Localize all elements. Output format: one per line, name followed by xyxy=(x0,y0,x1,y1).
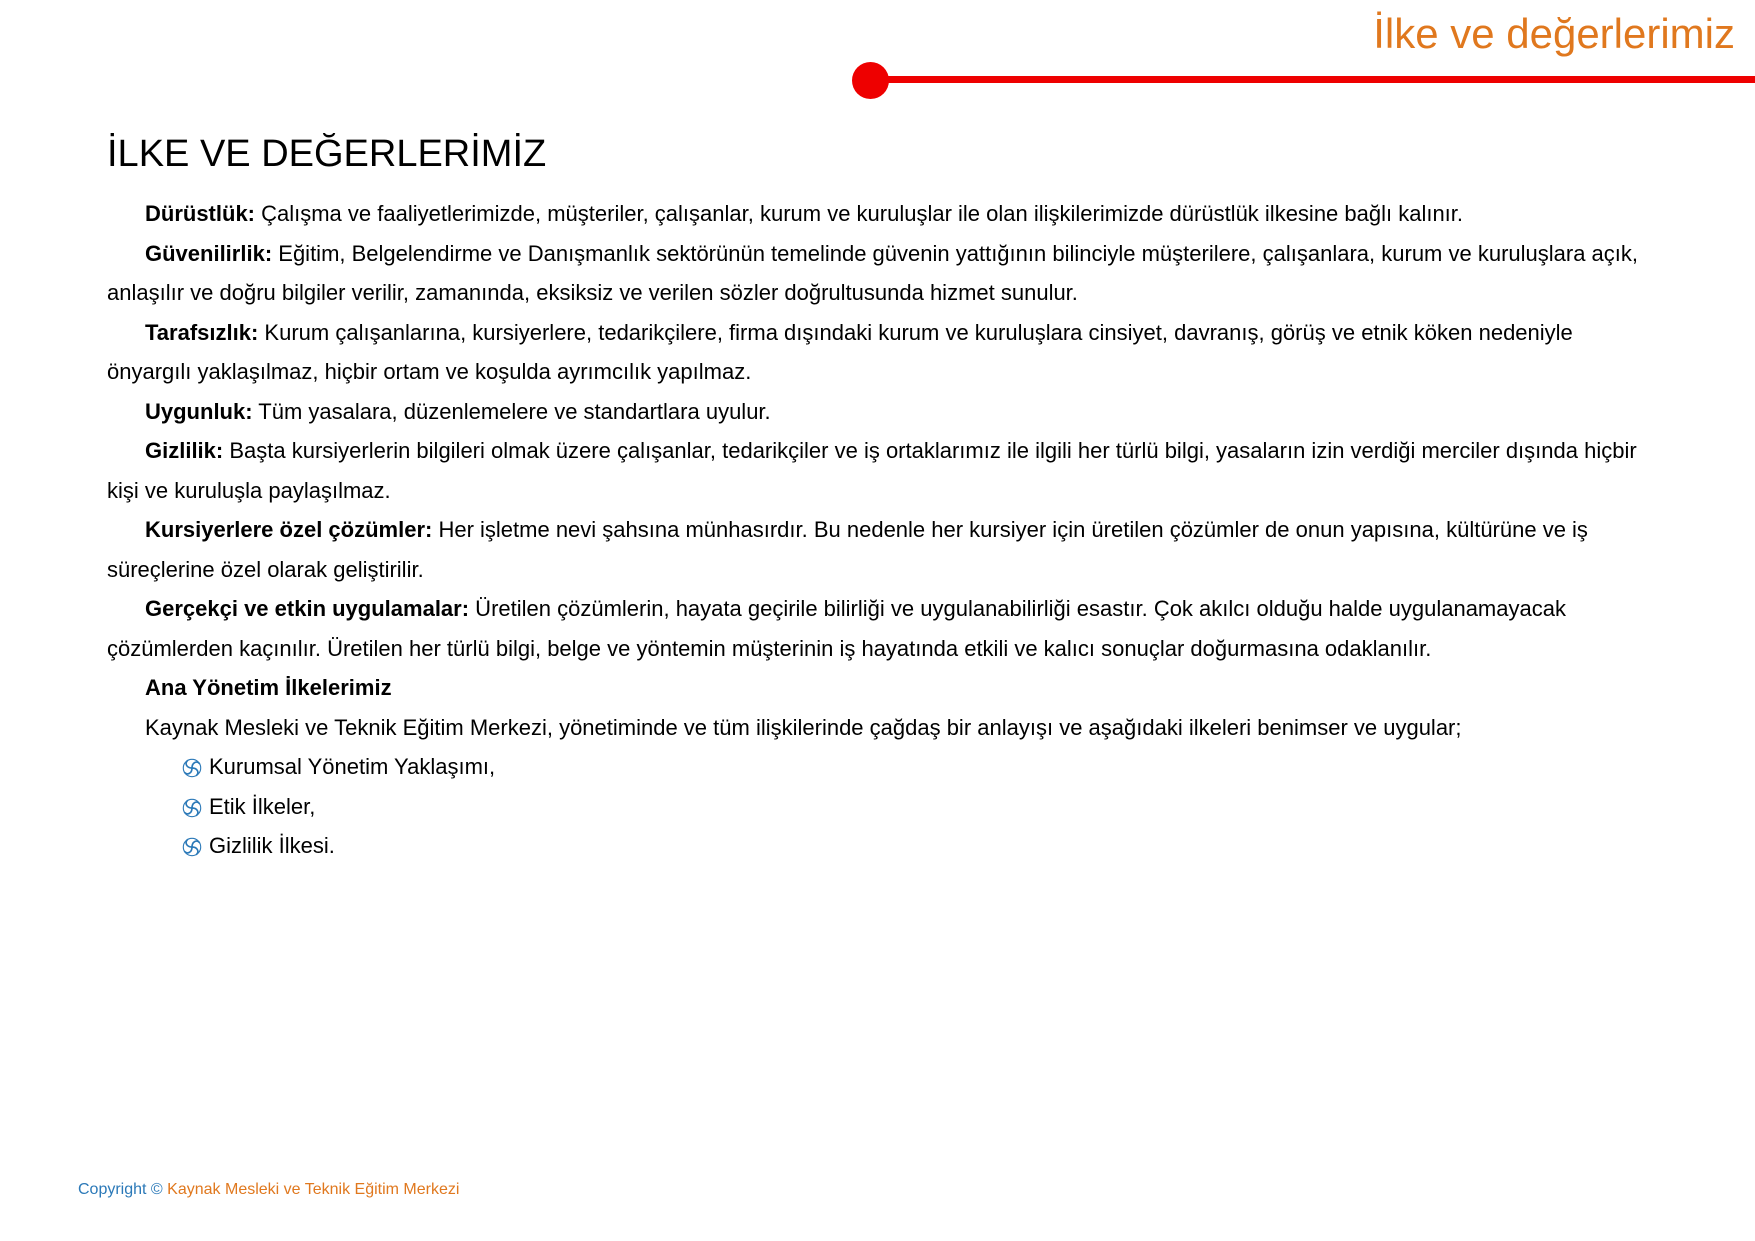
value-paragraph-realistic-practices xyxy=(107,589,1662,668)
list-item xyxy=(181,747,1662,787)
header-rule xyxy=(870,76,1755,83)
management-intro: Kaynak Mesleki ve Teknik Eğitim Merkezi, yönetiminde ve tüm ilişkilerinde çağdaş bir anlayışı ve aşağıdaki ilkeleri benimser ve uygular; xyxy=(145,714,1462,740)
value-term: Güvenilirlik: xyxy=(145,240,273,266)
value-paragraph-impartiality xyxy=(107,313,1662,392)
value-text: Çalışma ve faaliyetlerimizde, müşteriler, çalışanlar, kurum ve kuruluşlar ile olan ilişkilerimizde dürüstlük ilkesine bağlı kalınır. xyxy=(255,201,1464,226)
value-text: Eğitim, Belgelendirme ve Danışmanlık sektörünün temelinde güvenin yattığının bilinciyle müşterilere, çalışanlara, kurum ve kuruluşlara açık, anlaşılır ve doğru bilgiler verilir, zamanında, eksiksiz ve verilen sözler doğrultusunda hizmet sunulur. xyxy=(107,240,1639,305)
swirl-bullet-icon xyxy=(181,757,203,779)
swirl-bullet-icon xyxy=(181,797,203,819)
page-heading: İLKE VE DEĞERLERİMİZ xyxy=(107,133,547,175)
list-item-text: Gizlilik İlkesi. xyxy=(209,833,335,858)
value-term: Kursiyerlere özel çözümler: xyxy=(145,517,433,542)
header-title: İlke ve değerlerimiz xyxy=(1373,10,1735,57)
value-paragraph-compliance xyxy=(107,392,1662,432)
value-paragraph-custom-solutions xyxy=(107,510,1662,589)
content-body xyxy=(107,194,1662,866)
value-text: Başta kursiyerlerin bilgileri olmak üzere çalışanlar, tedarikçiler ve iş ortaklarımız ile ilgili her türlü bilgi, yasaların izin verdiği merciler dışında hiçbir kişi ve kuruluşla paylaşılmaz. xyxy=(107,438,1637,503)
management-heading: Ana Yönetim İlkelerimiz xyxy=(145,675,392,700)
value-text: Üretilen çözümlerin, hayata geçirile bilirliği ve uygulanabilirliği esastır. Çok akılcı olduğu halde uygulanamayacak çözümlerden kaçınılır. Üretilen her türlü bilgi, belge ve yöntemin müşterinin iş hayatında etkili ve kalıcı sonuçlar doğurmasına odaklanılır. xyxy=(107,596,1566,661)
list-item xyxy=(181,826,1662,866)
footer-copyright: Copyright © xyxy=(78,1181,163,1198)
value-text: Kurum çalışanlarına, kursiyerlere, tedarikçilere, firma dışındaki kurum ve kuruluşlara cinsiyet, davranış, görüş ve etnik köken nedeniyle önyargılı yaklaşılmaz, hiçbir ortam ve koşulda ayrımcılık yapılmaz. xyxy=(107,319,1573,384)
header-dot xyxy=(852,62,889,99)
footer xyxy=(78,1181,459,1199)
value-text: Her işletme nevi şahsına münhasırdır. Bu nedenle her kursiyer için üretilen çözümler de onun yapısına, kültürüne ve iş süreçlerine özel olarak geliştirilir. xyxy=(107,517,1588,582)
value-term: Gerçekçi ve etkin uygulamalar: xyxy=(145,596,470,621)
footer-organization: Kaynak Mesleki ve Teknik Eğitim Merkezi xyxy=(167,1181,460,1198)
value-term: Tarafsızlık: xyxy=(145,319,259,345)
value-paragraph-confidentiality xyxy=(107,431,1662,510)
value-paragraph-honesty xyxy=(107,194,1662,234)
value-text: Tüm yasalara, düzenlemelere ve standartlara uyulur. xyxy=(252,398,771,424)
principles-list xyxy=(107,747,1662,866)
value-paragraph-reliability xyxy=(107,234,1662,313)
value-term: Dürüstlük: xyxy=(145,201,255,226)
swirl-bullet-icon xyxy=(181,836,203,858)
list-item-text: Etik İlkeler, xyxy=(209,793,316,819)
list-item xyxy=(181,787,1662,827)
value-term: Gizlilik: xyxy=(145,438,224,463)
list-item-text: Kurumsal Yönetim Yaklaşımı, xyxy=(209,754,496,779)
value-term: Uygunluk: xyxy=(145,398,253,424)
